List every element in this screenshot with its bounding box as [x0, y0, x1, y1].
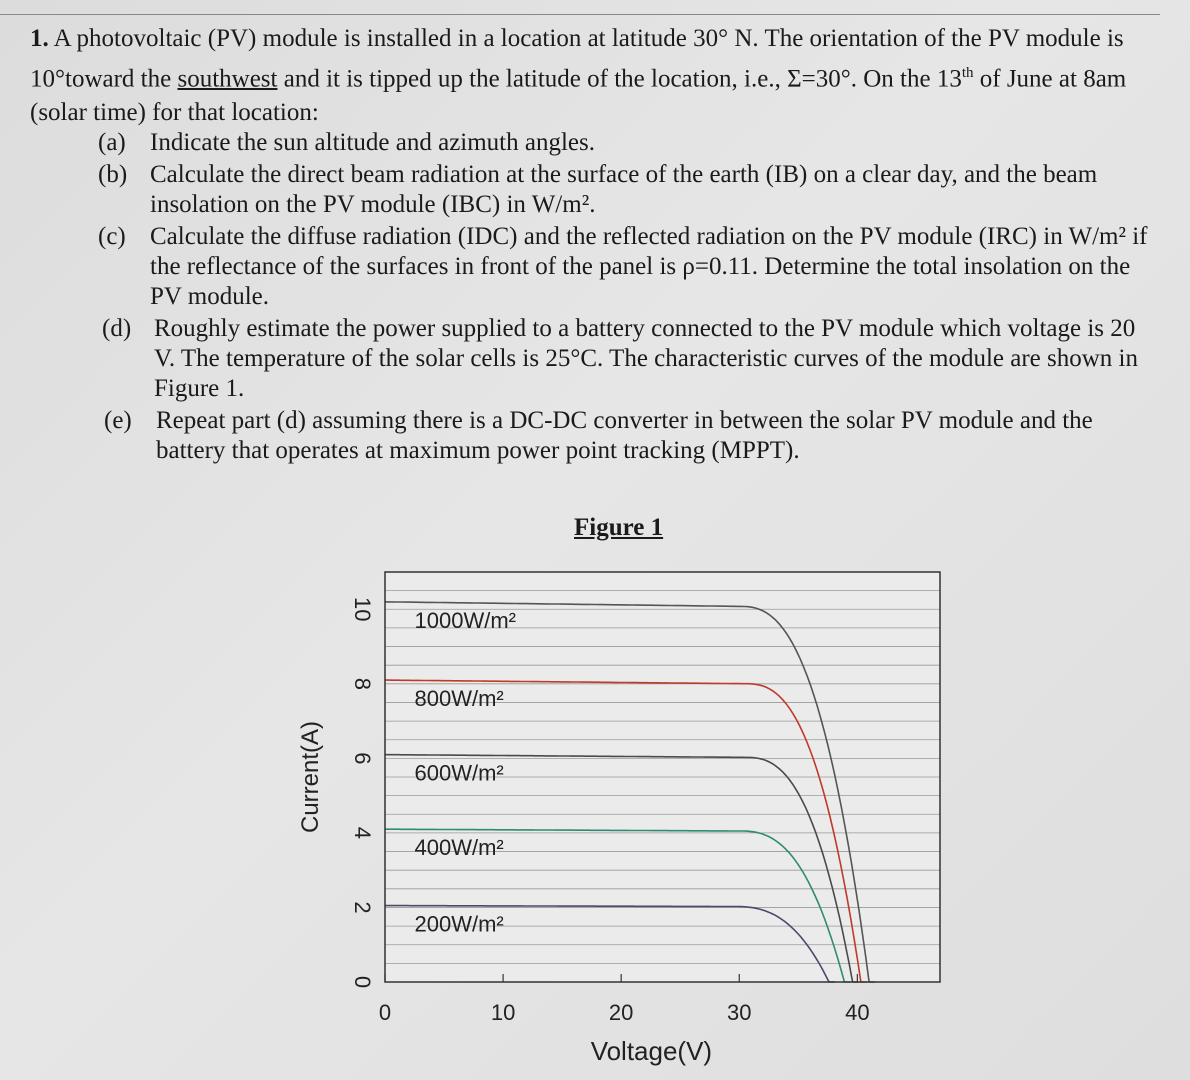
y-tick-label: 6 — [350, 752, 375, 765]
part-d — [102, 314, 1158, 404]
x-tick-label: 20 — [608, 1000, 634, 1025]
curve-label: 600W/m² — [414, 760, 504, 786]
southwest-text: southwest — [177, 65, 278, 93]
problem-text-1: A photovoltaic (PV) module is installed in a location at latitude 30° N. The orientation of the PV module is 10°toward the — [30, 25, 1124, 93]
part-label: (e) — [104, 407, 132, 434]
top-rule — [0, 14, 1160, 15]
x-tick-label: 40 — [845, 1000, 870, 1025]
y-tick-label: 2 — [350, 901, 375, 914]
problem-text-2: and it is tipped up the latitude of the location, i.e., Σ=30°. On the 13 — [277, 65, 962, 93]
part-text: Calculate the direct beam radiation at the surface of the earth (IB) on a clear day, and the beam insolation on the PV module (IBC) in W/m². — [150, 161, 1098, 218]
figure-title: Figure 1 — [574, 514, 664, 541]
part-b — [98, 160, 1158, 220]
iv-curve-chart — [290, 560, 970, 1070]
question-parts — [98, 128, 1158, 468]
y-axis-label: Current(A) — [297, 720, 324, 834]
curve-label: 800W/m² — [414, 686, 504, 712]
curve-label: 400W/m² — [414, 835, 504, 861]
curve-label: 1000W/m² — [414, 607, 517, 633]
part-e — [104, 406, 1158, 466]
problem-sup: th — [961, 65, 974, 81]
y-tick-label: 10 — [350, 597, 375, 622]
part-text: Indicate the sun altitude and azimuth angles. — [150, 129, 595, 156]
part-text: Roughly estimate the power supplied to a battery connected to the PV module which voltage is 20 V. The temperature of the solar cells is 25°C. The characteristic curves of the module are shown in Figure 1. — [154, 315, 1138, 402]
part-text: Calculate the diffuse radiation (IDC) and the reflected radiation on the PV module (IRC) in W/m² if the reflectance of the surfaces in front of the panel is ρ=0.11. Determine the total insolation on the PV module. — [150, 223, 1148, 310]
x-tick-label: 10 — [490, 1000, 516, 1025]
part-text: Repeat part (d) assuming there is a DC-DC converter in between the solar PV module and the battery that operates at maximum power point tracking (MPPT). — [156, 407, 1093, 464]
part-label: (c) — [98, 223, 126, 250]
part-label: (d) — [102, 315, 132, 342]
part-a — [98, 128, 1158, 158]
y-tick-label: 8 — [350, 677, 375, 690]
x-tick-label: 30 — [727, 1000, 752, 1025]
x-tick-label: 0 — [378, 1000, 392, 1025]
part-label: (b) — [98, 161, 128, 188]
part-label: (a) — [98, 129, 126, 156]
part-c — [98, 222, 1158, 312]
curve-label: 200W/m² — [414, 911, 504, 937]
y-tick-label: 0 — [350, 975, 375, 989]
problem-text-3: of June at 8am (solar time) for that location: — [30, 65, 1127, 127]
y-tick-label: 4 — [350, 826, 375, 840]
problem-number: 1. — [30, 25, 49, 52]
x-axis-label: Voltage(V) — [590, 1036, 713, 1066]
problem-statement — [30, 22, 1160, 130]
